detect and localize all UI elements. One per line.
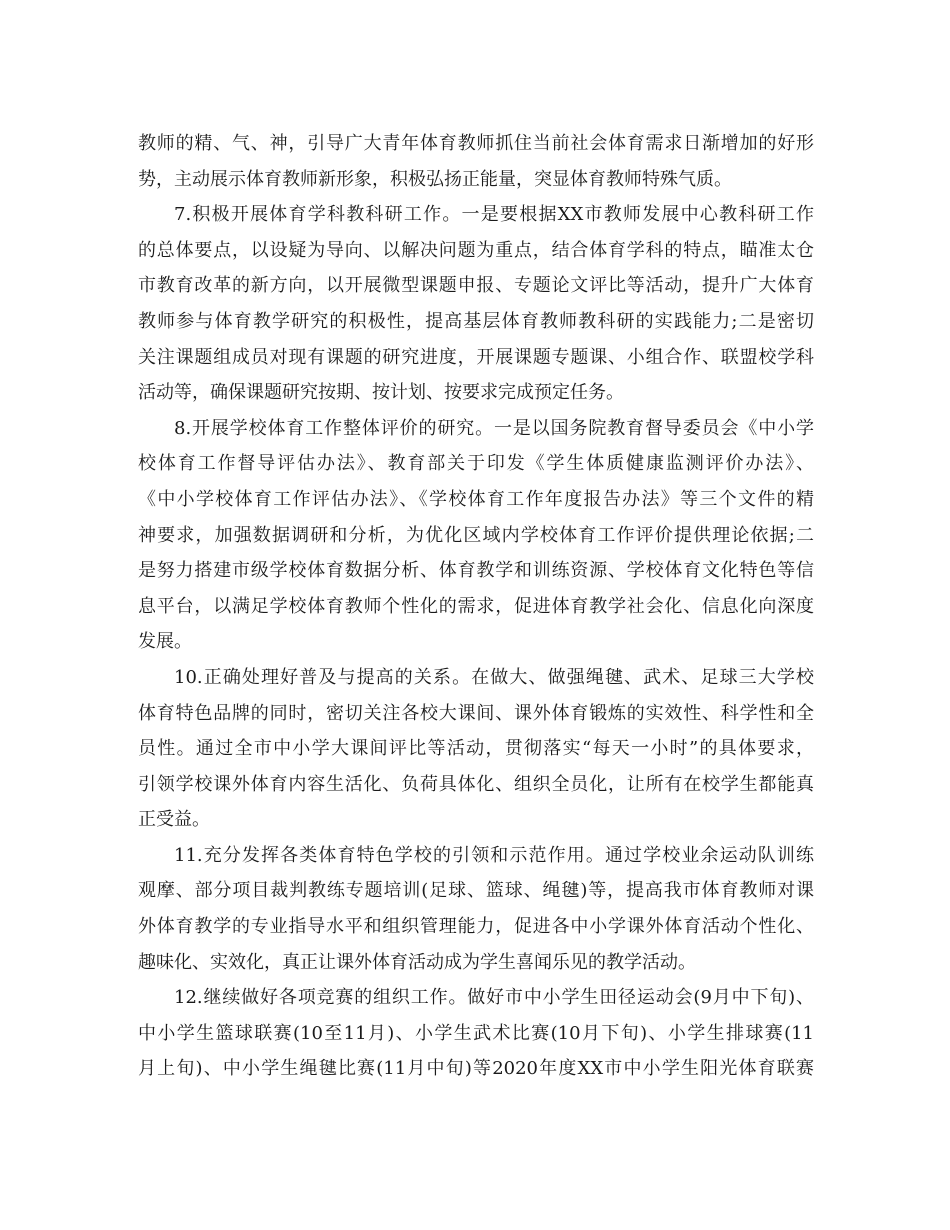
text-line: 正受益。 — [138, 809, 210, 831]
paragraph — [138, 980, 814, 1087]
document-body — [138, 126, 814, 1087]
text-line: 11.充分发挥各类体育特色学校的引领和示范作用。通过学校业余运动队训练 — [174, 844, 814, 866]
text-line: 势，主动展示体育教师新形象，积极弘扬正能量，突显体育教师特殊气质。 — [138, 168, 732, 190]
text-line: 月上旬)、中小学生绳毽比赛(11月中旬)等2020年度XX市中小学生阳光体育联赛 — [138, 1058, 814, 1080]
text-line: 发展。 — [138, 631, 192, 653]
text-line: 教师参与体育教学研究的积极性，提高基层体育教师教科研的实践能力;二是密切 — [138, 310, 814, 332]
text-line: 7.积极开展体育学科教科研工作。一是要根据XX市教师发展中心教科研工作 — [174, 204, 814, 226]
text-line: 体育特色品牌的同时，密切关注各校大课间、课外体育锻炼的实效性、科学性和全 — [138, 702, 814, 724]
text-line: 观摩、部分项目裁判教练专题培训(足球、篮球、绳毽)等，提高我市体育教师对课 — [138, 880, 814, 902]
paragraph — [138, 411, 814, 660]
paragraph — [138, 660, 814, 838]
text-line: 市教育改革的新方向，以开展微型课题申报、专题论文评比等活动，提升广大体育 — [138, 275, 814, 297]
text-line: 息平台，以满足学校体育教师个性化的需求，促进体育教学社会化、信息化向深度 — [138, 595, 814, 617]
text-line: 趣味化、实效化，真正让课外体育活动成为学生喜闻乐见的教学活动。 — [138, 951, 696, 973]
text-line: 关注课题组成员对现有课题的研究进度，开展课题专题课、小组合作、联盟校学科 — [138, 346, 814, 368]
text-line: 12.继续做好各项竞赛的组织工作。做好市中小学生田径运动会(9月中下旬)、 — [174, 987, 814, 1009]
paragraph — [138, 126, 814, 197]
text-line: 的总体要点，以设疑为导向、以解决问题为重点，结合体育学科的特点，瞄准太仓 — [138, 239, 814, 261]
text-line: 外体育教学的专业指导水平和组织管理能力，促进各中小学课外体育活动个性化、 — [138, 916, 814, 938]
text-line: 引领学校课外体育内容生活化、负荷具体化、组织全员化，让所有在校学生都能真 — [138, 773, 814, 795]
paragraph — [138, 838, 814, 980]
text-line: 8.开展学校体育工作整体评价的研究。一是以国务院教育督导委员会《中小学 — [174, 417, 814, 439]
text-line: 活动等，确保课题研究按期、按计划、按要求完成预定任务。 — [138, 382, 624, 404]
text-line: 神要求，加强数据调研和分析，为优化区域内学校体育工作评价提供理论依据;二 — [138, 524, 814, 546]
text-line: 教师的精、气、神，引导广大青年体育教师抓住当前社会体育需求日渐增加的好形 — [138, 133, 814, 154]
text-line: 校体育工作督导评估办法》、教育部关于印发《学生体质健康监测评价办法》、 — [138, 453, 814, 475]
paragraph — [138, 197, 814, 411]
text-line: 中小学生篮球联赛(10至11月)、小学生武术比赛(10月下旬)、小学生排球赛(11 — [138, 1022, 814, 1044]
text-line: 是努力搭建市级学校体育数据分析、体育教学和训练资源、学校体育文化特色等信 — [138, 560, 814, 582]
text-line: 10.正确处理好普及与提高的关系。在做大、做强绳毽、武术、足球三大学校 — [174, 666, 814, 688]
text-line: 《中小学校体育工作评估办法》、《学校体育工作年度报告办法》等三个文件的精 — [138, 488, 814, 510]
text-line: 员性。通过全市中小学大课间评比等活动，贯彻落实“每天一小时”的具体要求， — [138, 738, 814, 760]
